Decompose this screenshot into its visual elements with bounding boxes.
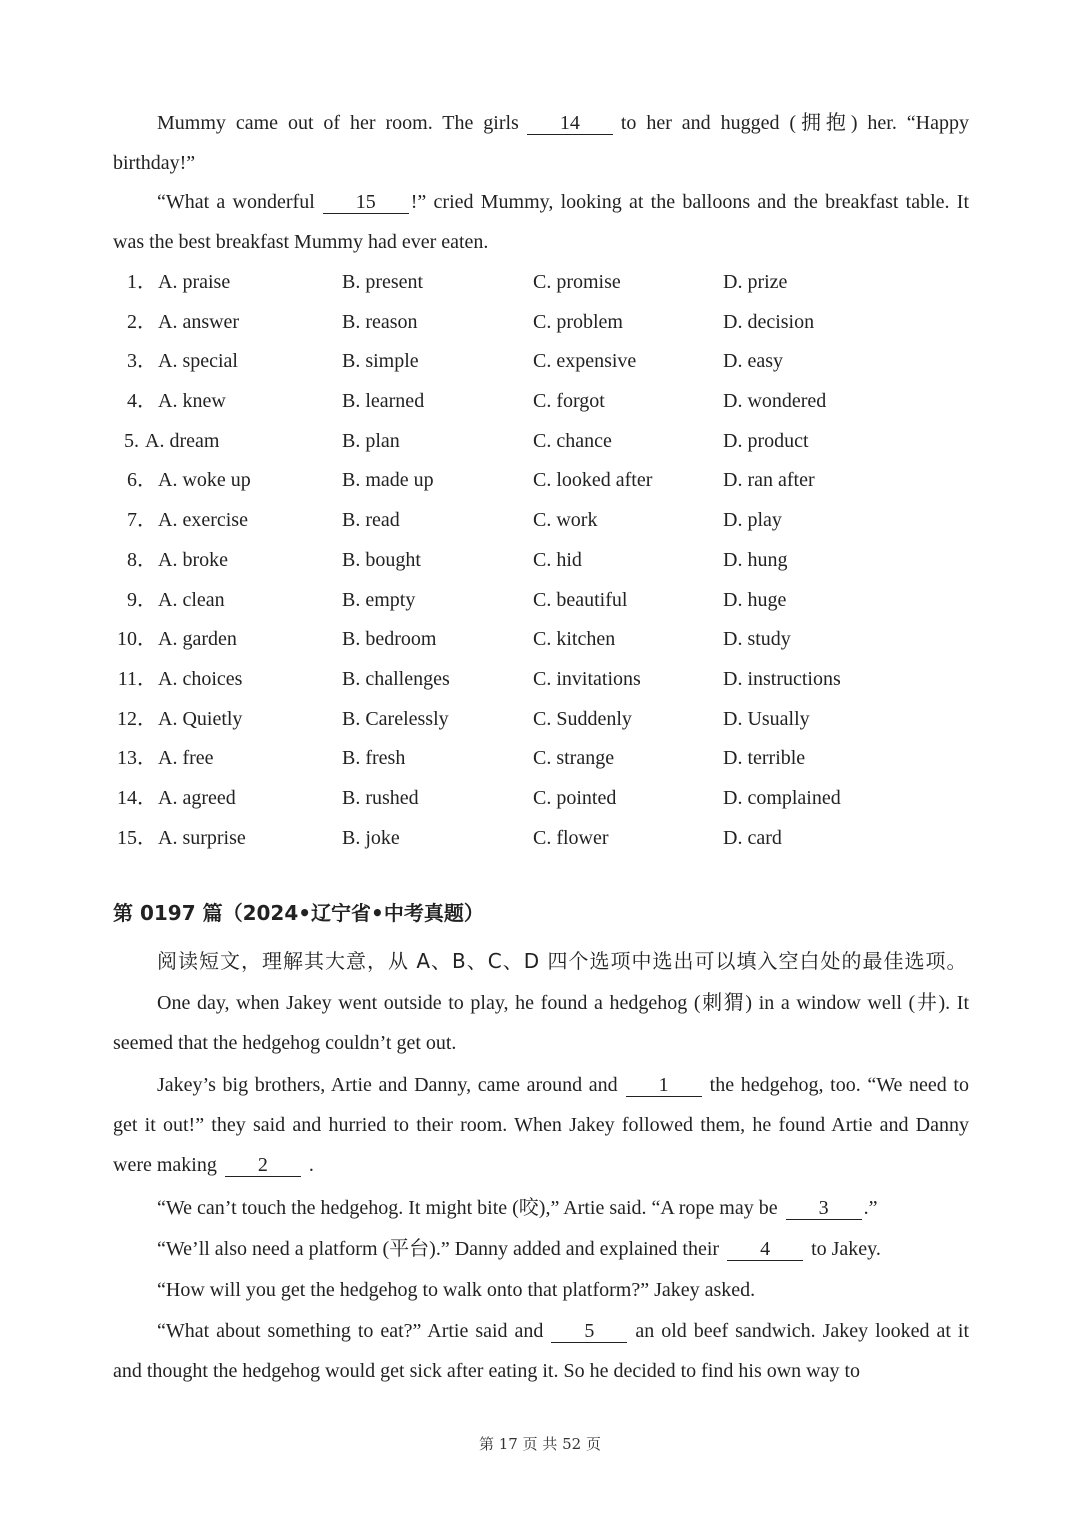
question-row: 7． A. exercise B. read C. work D. play bbox=[127, 509, 782, 532]
question-row: 6． A. woke up B. made up C. looked after D. ran after bbox=[127, 469, 815, 492]
question-row: 10． A. garden B. bedroom C. kitchen D. study bbox=[117, 628, 791, 651]
passage-paragraph: One day, when Jakey went outside to play, he found a hedgehog (刺猬) in a window well (井). It seemed that the hedgehog couldn’t get out. bbox=[113, 992, 969, 1054]
answer-blank: 14 bbox=[527, 112, 613, 135]
question-row: 4． A. knew B. learned C. forgot D. wondered bbox=[127, 390, 827, 413]
answer-blank: 3 bbox=[786, 1197, 862, 1220]
passage-paragraph: “We can’t touch the hedgehog. It might bite (咬),” Artie said. “A rope may be 3 .” bbox=[157, 1197, 878, 1219]
answer-blank: 2 bbox=[225, 1154, 301, 1177]
question-options-list bbox=[113, 262, 973, 857]
question-row: 11． A. choices B. challenges C. invitations D. instructions bbox=[117, 667, 841, 690]
answer-blank: 5 bbox=[551, 1320, 627, 1343]
passage-paragraph: “What a wonderful 15 !” cried Mummy, looking at the balloons and the breakfast table. It was the best breakfast Mummy had ever eaten. bbox=[113, 191, 970, 253]
answer-blank: 1 bbox=[626, 1074, 702, 1097]
question-row: 2． A. answer B. reason C. problem D. decision bbox=[127, 310, 815, 333]
question-row: 13． A. free B. fresh C. strange D. terrible bbox=[117, 747, 806, 770]
question-row: 1． A. praise B. present C. promise D. prize bbox=[127, 271, 788, 293]
passage-paragraph: “We’ll also need a platform (平台).” Danny added and explained their 4 to Jakey. bbox=[157, 1238, 881, 1260]
section-title: 第 0197 篇（2024•辽宁省•中考真题） bbox=[113, 901, 484, 925]
question-row: 15． A. surprise B. joke C. flower D. card bbox=[117, 826, 782, 849]
page-number-footer: 第 17 页 共 52 页 bbox=[478, 1435, 601, 1453]
passage-paragraph: Jakey’s big brothers, Artie and Danny, came around and 1 the hedgehog, too. “We need to get it out!” they said and hurried to their room. When Jakey followed them, he found Artie and Danny were making 2 . bbox=[113, 1074, 969, 1176]
question-row: 3． A. special B. simple C. expensive D. easy bbox=[127, 350, 783, 373]
passage-paragraph: “How will you get the hedgehog to walk onto that platform?” Jakey asked. bbox=[157, 1279, 756, 1301]
section-instruction: 阅读短文，理解其大意，从 A、B、C、D 四个选项中选出可以填入空白处的最佳选项。 bbox=[157, 949, 968, 973]
answer-blank: 4 bbox=[727, 1238, 803, 1261]
answer-blank: 15 bbox=[323, 191, 409, 214]
question-row: 9． A. clean B. empty C. beautiful D. huge bbox=[127, 588, 787, 611]
question-row: 8． A. broke B. bought C. hid D. hung bbox=[127, 548, 788, 571]
question-row: 14． A. agreed B. rushed C. pointed D. complained bbox=[117, 786, 841, 809]
passage-paragraph: “What about something to eat?” Artie said and 5 an old beef sandwich. Jakey looked at it and thought the hedgehog would get sick after eating it. So he decided to find his own way to bbox=[113, 1320, 969, 1382]
question-row: 5. A. dream B. plan C. chance D. product bbox=[124, 429, 809, 452]
question-row: 12． A. Quietly B. Carelessly C. Suddenly D. Usually bbox=[117, 707, 810, 730]
passage-paragraph: Mummy came out of her room. The girls 14 to her and hugged (拥抱) her. “Happy birthday!” bbox=[113, 112, 969, 174]
